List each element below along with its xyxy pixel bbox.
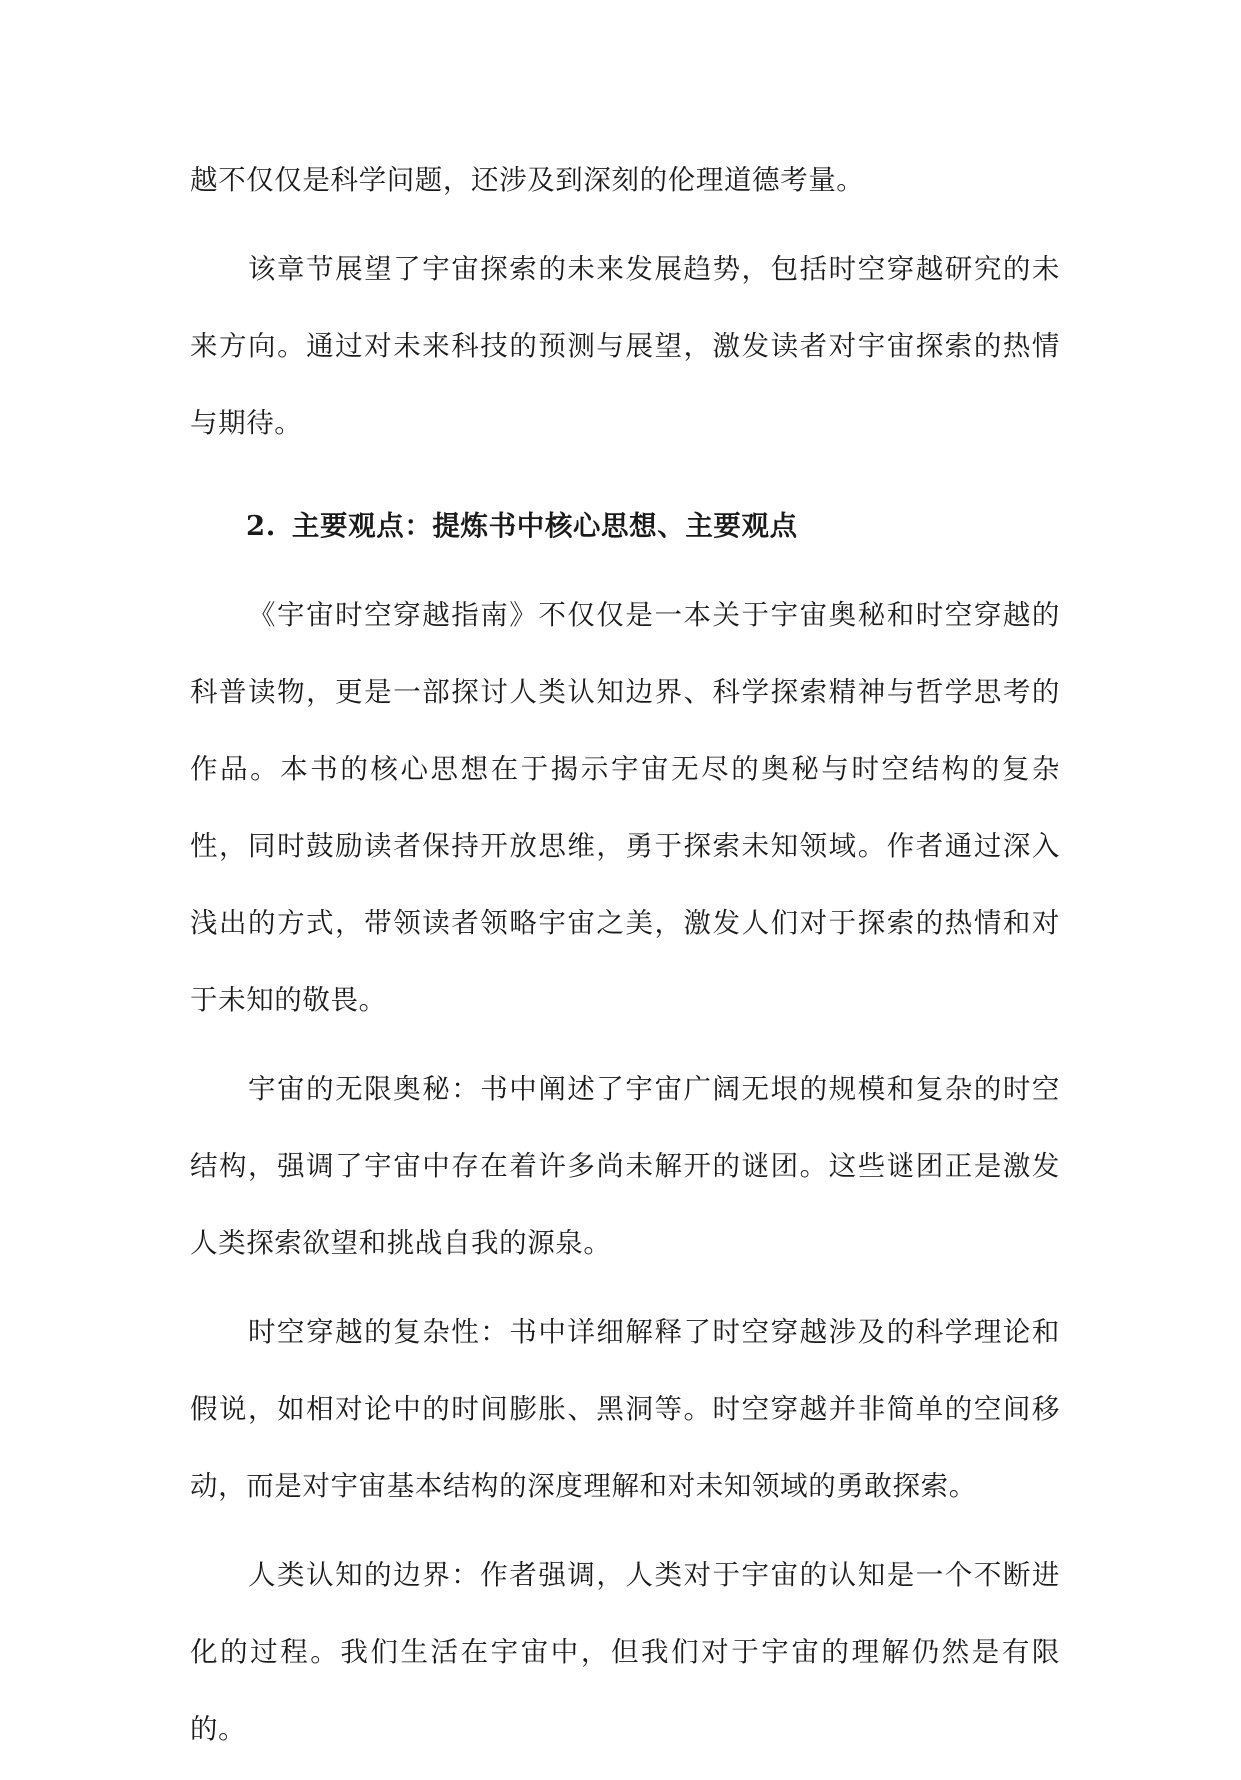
- section-number: 2.: [246, 510, 276, 542]
- paragraph-time-travel-complexity: 时空穿越的复杂性：书中详细解释了时空穿越涉及的科学理论和假说，如相对论中的时间膨胀、黑洞等。时空穿越并非简单的空间移动，而是对宇宙基本结构的深度理解和对未知领域的勇敢探索。: [190, 1316, 1060, 1502]
- paragraph-cognition-boundary: 人类认知的边界：作者强调，人类对于宇宙的认知是一个不断进化的过程。我们生活在宇宙中，但我们对于宇宙的理解仍然是有限的。: [190, 1559, 1060, 1745]
- section-heading: [190, 488, 1060, 565]
- section-title: 主要观点：提炼书中核心思想、主要观点: [291, 510, 798, 542]
- paragraph-future-outlook: 该章节展望了宇宙探索的未来发展趋势，包括时空穿越研究的未来方向。通过对未来科技的预测与展望，激发读者对宇宙探索的热情与期待。: [190, 253, 1060, 439]
- paragraph-core-idea: 《宇宙时空穿越指南》不仅仅是一本关于宇宙奥秘和时空穿越的科普读物，更是一部探讨人类认知边界、科学探索精神与哲学思考的作品。本书的核心思想在于揭示宇宙无尽的奥秘与时空结构的复杂性，同时鼓励读者保持开放思维，勇于探索未知领域。作者通过深入浅出的方式，带领读者领略宇宙之美，激发人们对于探索的热情和对于未知的敬畏。: [190, 599, 1060, 1016]
- document-body: [190, 142, 1060, 1780]
- paragraph-cosmic-mystery: 宇宙的无限奥秘：书中阐述了宇宙广阔无垠的规模和复杂的时空结构，强调了宇宙中存在着许多尚未解开的谜团。这些谜团正是激发人类探索欲望和挑战自我的源泉。: [190, 1073, 1060, 1259]
- paragraph-continued: 越不仅仅是科学问题，还涉及到深刻的伦理道德考量。: [190, 164, 865, 196]
